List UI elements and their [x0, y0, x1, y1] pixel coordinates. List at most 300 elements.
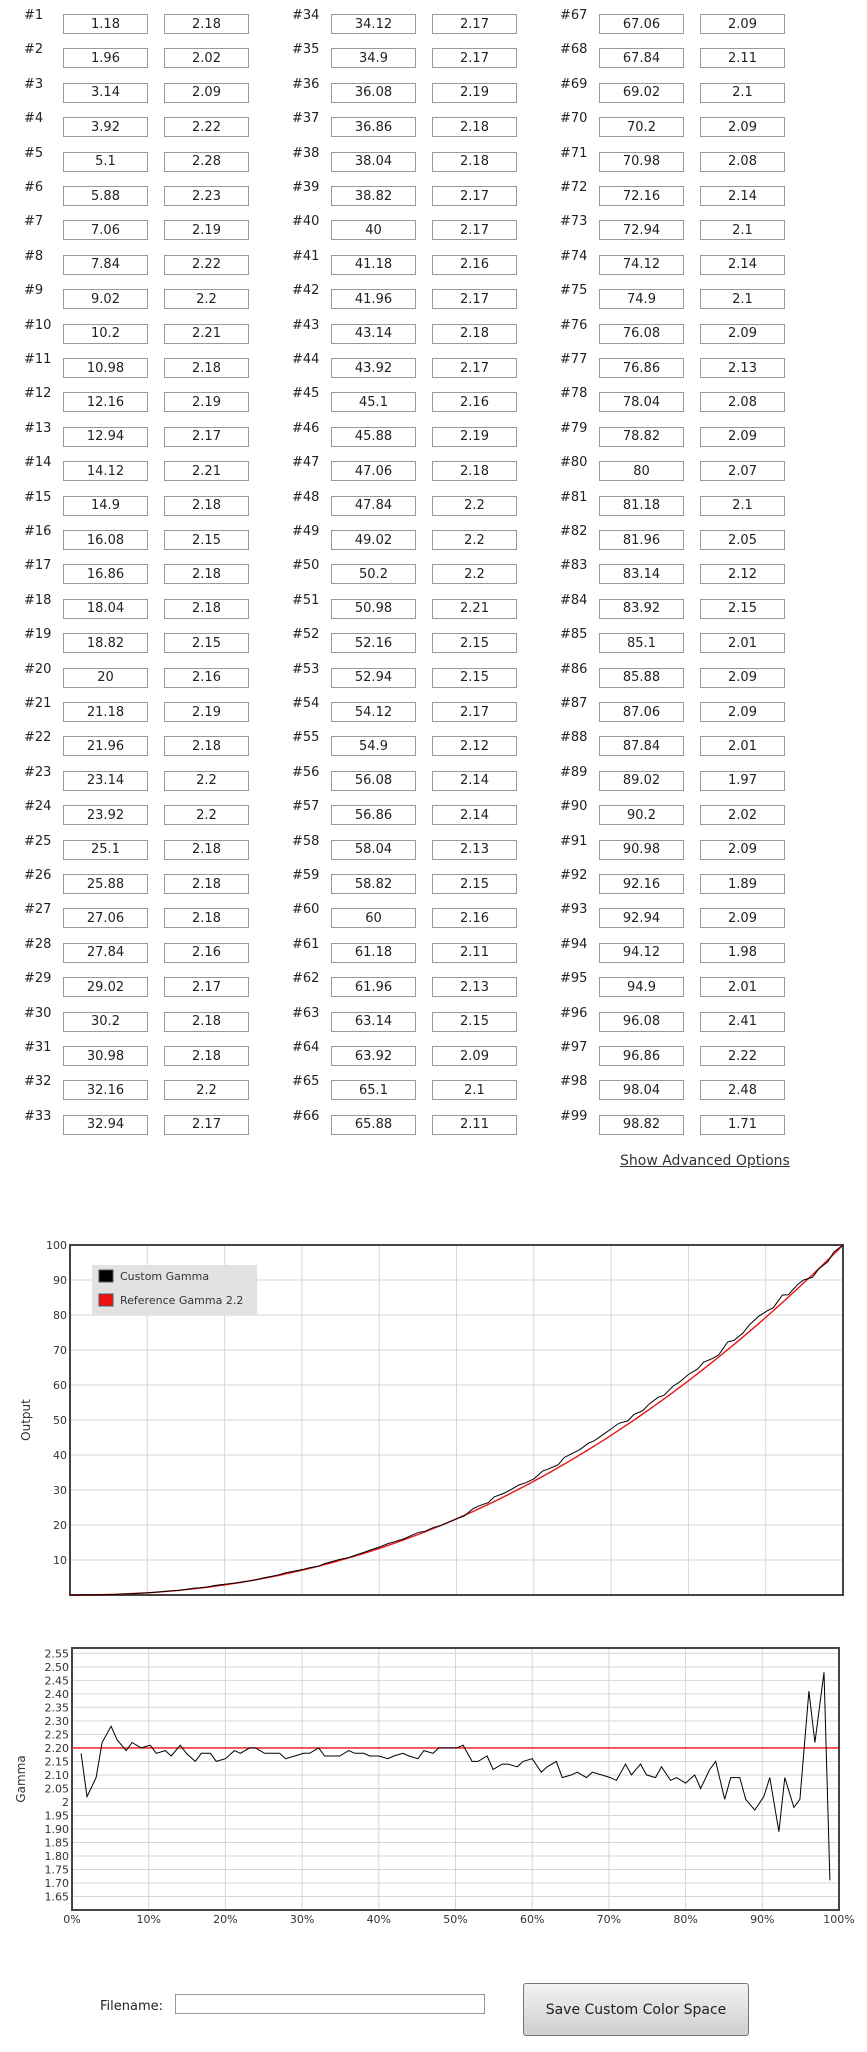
gamma-value-field[interactable]	[432, 840, 517, 860]
gamma-entry-row	[560, 558, 800, 588]
input-level-field[interactable]	[331, 564, 416, 584]
gamma-value-field[interactable]	[164, 289, 249, 309]
input-level-field[interactable]	[599, 14, 684, 34]
input-level-field[interactable]	[599, 289, 684, 309]
gamma-entry-row	[24, 180, 264, 210]
entry-number-label: #88	[560, 730, 588, 746]
gamma-entry-row	[24, 833, 264, 864]
gamma-value-field[interactable]	[432, 943, 517, 963]
input-level-field[interactable]	[599, 943, 684, 963]
entry-number-label: #10	[24, 317, 52, 333]
output-curve-chart	[0, 1210, 867, 1620]
input-level-field[interactable]	[63, 805, 148, 825]
gamma-value-field[interactable]	[432, 908, 517, 928]
y-tick-label: 2.15	[44, 1755, 69, 1769]
entry-number-label: #33	[24, 1108, 52, 1124]
gamma-entry-row	[24, 902, 264, 932]
gamma-value-field[interactable]	[432, 186, 517, 206]
input-level-field[interactable]	[331, 83, 416, 103]
input-level-field[interactable]	[63, 736, 148, 756]
gamma-value-field[interactable]	[164, 392, 249, 412]
input-level-field[interactable]	[63, 358, 148, 378]
entry-number-label: #21	[24, 696, 52, 711]
input-level-field[interactable]	[331, 668, 416, 688]
entry-number-label: #45	[292, 386, 320, 402]
input-level-field[interactable]	[331, 771, 416, 791]
input-level-field[interactable]	[63, 324, 148, 344]
gamma-entry-row	[24, 799, 264, 829]
entry-number-label: #3	[24, 76, 44, 92]
input-level-field[interactable]	[331, 805, 416, 825]
gamma-value-field[interactable]	[432, 14, 517, 34]
gamma-entry-row	[24, 971, 264, 1001]
input-level-field[interactable]	[63, 220, 148, 240]
entry-number-label: #28	[24, 936, 52, 952]
gamma-curve-chart	[0, 1620, 867, 1940]
entry-number-label: #62	[292, 971, 320, 987]
input-level-field[interactable]	[599, 530, 684, 550]
input-level-field[interactable]	[599, 152, 684, 172]
input-level-field[interactable]	[63, 1012, 148, 1032]
gamma-entry-row	[292, 730, 532, 760]
gamma-value-field[interactable]	[700, 48, 785, 68]
entry-number-label: #57	[292, 799, 320, 815]
y-tick-label: 70	[53, 1344, 67, 1357]
gamma-value-field[interactable]	[700, 943, 785, 963]
input-level-field[interactable]	[331, 427, 416, 447]
gamma-entry-row	[292, 833, 532, 864]
input-level-field[interactable]	[599, 908, 684, 928]
input-level-field[interactable]	[63, 255, 148, 275]
input-level-field[interactable]	[599, 599, 684, 619]
input-level-field[interactable]	[63, 840, 148, 860]
entry-number-label: #78	[560, 386, 588, 402]
entry-number-label: #49	[292, 524, 320, 539]
gamma-value-field[interactable]	[164, 496, 249, 516]
input-level-field[interactable]	[599, 668, 684, 688]
gamma-value-field[interactable]	[432, 255, 517, 275]
input-level-field[interactable]	[63, 427, 148, 447]
gamma-value-field[interactable]	[164, 633, 249, 653]
gamma-entry-row	[24, 248, 264, 279]
gamma-value-field[interactable]	[164, 805, 249, 825]
gamma-value-field[interactable]	[164, 1080, 249, 1100]
input-level-field[interactable]	[331, 1012, 416, 1032]
input-level-field[interactable]	[599, 392, 684, 412]
gamma-value-field[interactable]	[700, 805, 785, 825]
filename-input[interactable]	[175, 1994, 485, 2014]
input-level-field[interactable]	[63, 771, 148, 791]
input-level-field[interactable]	[63, 633, 148, 653]
input-level-field[interactable]	[599, 220, 684, 240]
input-level-field[interactable]	[63, 48, 148, 68]
input-level-field[interactable]	[599, 702, 684, 722]
gamma-value-field[interactable]	[700, 530, 785, 550]
gamma-entry-row	[24, 386, 264, 416]
input-level-field[interactable]	[599, 427, 684, 447]
entry-number-label: #74	[560, 248, 588, 264]
input-level-field[interactable]	[63, 908, 148, 928]
entry-number-label: #27	[24, 902, 52, 918]
gamma-value-field[interactable]	[700, 1012, 785, 1032]
gamma-value-field[interactable]	[432, 633, 517, 653]
input-level-field[interactable]	[63, 14, 148, 34]
input-level-field[interactable]	[63, 1115, 148, 1135]
input-level-field[interactable]	[331, 1080, 416, 1100]
gamma-value-field[interactable]	[164, 977, 249, 997]
input-level-field[interactable]	[331, 48, 416, 68]
gamma-entry-row	[292, 1074, 532, 1104]
x-tick-label: 30%	[289, 1913, 315, 1926]
input-level-field[interactable]	[331, 977, 416, 997]
gamma-value-field[interactable]	[700, 702, 785, 722]
entry-number-label: #56	[292, 764, 320, 780]
gamma-entry-row	[560, 145, 800, 176]
x-tick-label: 90%	[750, 1913, 775, 1926]
input-level-field[interactable]	[331, 633, 416, 653]
input-level-field[interactable]	[331, 702, 416, 722]
input-level-field[interactable]	[63, 702, 148, 722]
gamma-value-field[interactable]	[432, 530, 517, 550]
gamma-entry-row	[292, 558, 532, 588]
gamma-value-field[interactable]	[700, 771, 785, 791]
input-level-field[interactable]	[599, 496, 684, 516]
gamma-value-field[interactable]	[700, 633, 785, 653]
x-tick-label: 40%	[366, 1913, 392, 1926]
input-level-field[interactable]	[331, 358, 416, 378]
input-level-field[interactable]	[63, 943, 148, 963]
gamma-value-field[interactable]	[700, 874, 785, 894]
gamma-value-field[interactable]	[700, 977, 785, 997]
gamma-entry-row	[292, 317, 532, 348]
save-custom-color-space-button[interactable]: Save Custom Color Space	[523, 1983, 749, 2036]
gamma-value-field[interactable]	[164, 220, 249, 240]
gamma-value-field[interactable]	[164, 771, 249, 791]
input-level-field[interactable]	[599, 564, 684, 584]
gamma-value-field[interactable]	[164, 736, 249, 756]
entry-number-label: #67	[560, 8, 588, 23]
show-advanced-options-link[interactable]: Show Advanced Options	[620, 1153, 790, 1169]
entry-number-label: #77	[560, 352, 588, 367]
input-level-field[interactable]	[63, 83, 148, 103]
input-level-field[interactable]	[63, 186, 148, 206]
gamma-value-field[interactable]	[432, 83, 517, 103]
gamma-value-field[interactable]	[164, 461, 249, 481]
gamma-value-field[interactable]	[432, 220, 517, 240]
input-level-field[interactable]	[599, 186, 684, 206]
input-level-field[interactable]	[331, 461, 416, 481]
input-level-field[interactable]	[599, 324, 684, 344]
gamma-value-field[interactable]	[432, 289, 517, 309]
entry-number-label: #61	[292, 936, 320, 952]
gamma-value-field[interactable]	[164, 668, 249, 688]
gamma-entry-row	[560, 214, 800, 244]
entry-number-label: #22	[24, 730, 52, 746]
entry-number-label: #19	[24, 627, 52, 643]
input-level-field[interactable]	[599, 255, 684, 275]
input-level-field[interactable]	[599, 83, 684, 103]
gamma-entry-row	[292, 1005, 532, 1036]
input-level-field[interactable]	[331, 1115, 416, 1135]
input-level-field[interactable]	[63, 599, 148, 619]
entry-number-label: #47	[292, 455, 320, 471]
gamma-entry-row	[292, 936, 532, 967]
input-level-field[interactable]	[599, 117, 684, 137]
entry-number-label: #39	[292, 180, 320, 195]
input-level-field[interactable]	[599, 1012, 684, 1032]
input-level-field[interactable]	[63, 461, 148, 481]
gamma-value-field[interactable]	[700, 255, 785, 275]
gamma-value-field[interactable]	[700, 83, 785, 103]
input-level-field[interactable]	[63, 874, 148, 894]
input-level-field[interactable]	[63, 289, 148, 309]
entry-number-label: #12	[24, 386, 52, 402]
input-level-field[interactable]	[63, 496, 148, 516]
gamma-value-field[interactable]	[700, 358, 785, 378]
entry-number-label: #40	[292, 214, 320, 230]
gamma-value-field[interactable]	[432, 874, 517, 894]
gamma-value-field[interactable]	[432, 324, 517, 344]
gamma-value-field[interactable]	[164, 908, 249, 928]
gamma-entry-row	[560, 936, 800, 967]
y-tick-label: 80	[53, 1309, 67, 1322]
gamma-value-field[interactable]	[164, 840, 249, 860]
gamma-value-field[interactable]	[164, 1115, 249, 1135]
gamma-value-field[interactable]	[432, 702, 517, 722]
y-tick-label: 2.30	[44, 1714, 69, 1728]
gamma-value-field[interactable]	[164, 324, 249, 344]
entry-number-label: #86	[560, 661, 588, 677]
gamma-value-field[interactable]	[700, 908, 785, 928]
gamma-value-field[interactable]	[700, 736, 785, 756]
input-level-field[interactable]	[331, 840, 416, 860]
gamma-value-field[interactable]	[164, 1012, 249, 1032]
entry-number-label: #87	[560, 696, 588, 711]
gamma-value-field[interactable]	[164, 702, 249, 722]
y-tick-label: 1.75	[44, 1863, 69, 1877]
gamma-value-field[interactable]	[164, 358, 249, 378]
gamma-value-field[interactable]	[700, 220, 785, 240]
gamma-entry-row	[292, 283, 532, 313]
entry-number-label: #97	[560, 1040, 588, 1055]
gamma-entry-row	[292, 455, 532, 485]
input-level-field[interactable]	[331, 255, 416, 275]
gamma-value-field[interactable]	[432, 1012, 517, 1032]
gamma-value-field[interactable]	[432, 427, 517, 447]
gamma-entry-row	[560, 489, 800, 520]
input-level-field[interactable]	[331, 874, 416, 894]
gamma-value-field[interactable]	[164, 48, 249, 68]
input-level-field[interactable]	[331, 1046, 416, 1066]
entry-number-label: #92	[560, 868, 588, 883]
input-level-field[interactable]	[599, 736, 684, 756]
gamma-value-field[interactable]	[432, 152, 517, 172]
entry-number-label: #11	[24, 352, 52, 367]
entry-number-label: #41	[292, 248, 320, 264]
gamma-value-field[interactable]	[700, 427, 785, 447]
gamma-entry-row	[292, 799, 532, 829]
gamma-value-field[interactable]	[700, 289, 785, 309]
gamma-value-field[interactable]	[700, 1046, 785, 1066]
input-level-field[interactable]	[331, 152, 416, 172]
gamma-value-field[interactable]	[432, 496, 517, 516]
gamma-value-field[interactable]	[432, 599, 517, 619]
gamma-value-field[interactable]	[700, 461, 785, 481]
entry-number-label: #48	[292, 489, 320, 505]
gamma-value-field[interactable]	[432, 1046, 517, 1066]
gamma-value-field[interactable]	[164, 83, 249, 103]
gamma-value-field[interactable]	[432, 1080, 517, 1100]
entry-number-label: #15	[24, 489, 52, 505]
input-level-field[interactable]	[331, 599, 416, 619]
gamma-entry-row	[24, 524, 264, 554]
gamma-entry-row	[24, 214, 264, 244]
y-tick-label: 40	[53, 1449, 67, 1462]
entry-number-label: #36	[292, 76, 320, 92]
gamma-value-field[interactable]	[700, 14, 785, 34]
gamma-value-field[interactable]	[432, 805, 517, 825]
entry-number-label: #38	[292, 145, 320, 161]
entry-number-label: #65	[292, 1074, 320, 1090]
x-tick-label: 70%	[596, 1913, 622, 1926]
entry-number-label: #5	[24, 145, 44, 161]
gamma-entry-row	[24, 1005, 264, 1036]
input-level-field[interactable]	[331, 324, 416, 344]
gamma-value-field[interactable]	[432, 117, 517, 137]
input-level-field[interactable]	[599, 461, 684, 481]
gamma-value-field[interactable]	[700, 392, 785, 412]
input-level-field[interactable]	[63, 530, 148, 550]
input-level-field[interactable]	[63, 564, 148, 584]
gamma-value-field[interactable]	[432, 358, 517, 378]
gamma-entry-row	[560, 1005, 800, 1036]
gamma-value-field[interactable]	[432, 1115, 517, 1135]
input-level-field[interactable]	[599, 1046, 684, 1066]
y-tick-label: 1.70	[44, 1876, 69, 1890]
gamma-value-field[interactable]	[432, 461, 517, 481]
input-level-field[interactable]	[331, 496, 416, 516]
input-level-field[interactable]	[63, 152, 148, 172]
gamma-value-field[interactable]	[164, 186, 249, 206]
entry-number-label: #20	[24, 661, 52, 677]
gamma-value-field[interactable]	[432, 48, 517, 68]
input-level-field[interactable]	[599, 48, 684, 68]
gamma-entry-row	[292, 627, 532, 657]
gamma-value-field[interactable]	[432, 977, 517, 997]
y-tick-label: 100	[46, 1239, 67, 1252]
gamma-entry-row	[24, 764, 264, 795]
gamma-value-field[interactable]	[700, 117, 785, 137]
gamma-value-field[interactable]	[164, 530, 249, 550]
gamma-value-field[interactable]	[432, 564, 517, 584]
entry-number-label: #66	[292, 1108, 320, 1124]
gamma-value-field[interactable]	[700, 496, 785, 516]
input-level-field[interactable]	[63, 668, 148, 688]
entry-number-label: #43	[292, 317, 320, 333]
gamma-value-field[interactable]	[700, 599, 785, 619]
gamma-value-field[interactable]	[700, 564, 785, 584]
y-tick-label: 60	[53, 1379, 67, 1392]
entry-number-label: #58	[292, 833, 320, 849]
entry-number-label: #72	[560, 180, 588, 195]
gamma-value-field[interactable]	[164, 14, 249, 34]
gamma-value-field[interactable]	[164, 255, 249, 275]
gamma-value-field[interactable]	[700, 1115, 785, 1135]
gamma-value-field[interactable]	[164, 564, 249, 584]
entry-number-label: #37	[292, 111, 320, 127]
y-tick-label: 2.50	[44, 1660, 69, 1674]
entry-number-label: #18	[24, 592, 52, 608]
input-level-field[interactable]	[599, 358, 684, 378]
gamma-value-field[interactable]	[700, 668, 785, 688]
input-level-field[interactable]	[331, 186, 416, 206]
input-level-field[interactable]	[599, 805, 684, 825]
input-level-field[interactable]	[331, 117, 416, 137]
gamma-value-field[interactable]	[432, 736, 517, 756]
input-level-field[interactable]	[63, 1080, 148, 1100]
input-level-field[interactable]	[599, 1115, 684, 1135]
input-level-field[interactable]	[331, 220, 416, 240]
input-level-field[interactable]	[331, 943, 416, 963]
gamma-value-field[interactable]	[700, 1080, 785, 1100]
y-tick-label: 1.95	[44, 1809, 69, 1823]
gamma-entry-row	[292, 868, 532, 898]
gamma-value-field[interactable]	[432, 668, 517, 688]
y-tick-label: 2.05	[44, 1782, 69, 1796]
input-level-field[interactable]	[331, 530, 416, 550]
gamma-value-field[interactable]	[164, 152, 249, 172]
input-level-field[interactable]	[63, 392, 148, 412]
input-level-field[interactable]	[599, 840, 684, 860]
gamma-value-field[interactable]	[700, 186, 785, 206]
gamma-value-field[interactable]	[164, 874, 249, 894]
gamma-value-field[interactable]	[164, 117, 249, 137]
legend-label: Custom Gamma	[120, 1270, 210, 1283]
gamma-value-field[interactable]	[164, 943, 249, 963]
input-level-field[interactable]	[331, 908, 416, 928]
entry-number-label: #13	[24, 420, 52, 436]
gamma-value-field[interactable]	[432, 392, 517, 412]
gamma-value-field[interactable]	[164, 599, 249, 619]
input-level-field[interactable]	[599, 1080, 684, 1100]
gamma-value-field[interactable]	[700, 840, 785, 860]
gamma-entry-row	[24, 1040, 264, 1070]
input-level-field[interactable]	[63, 977, 148, 997]
entry-number-label: #94	[560, 936, 588, 952]
entry-number-label: #91	[560, 833, 588, 849]
input-level-field[interactable]	[599, 874, 684, 894]
gamma-value-field[interactable]	[432, 771, 517, 791]
input-level-field[interactable]	[599, 977, 684, 997]
input-level-field[interactable]	[63, 1046, 148, 1066]
gamma-entry-row	[560, 730, 800, 760]
input-level-field[interactable]	[599, 771, 684, 791]
gamma-value-field[interactable]	[164, 427, 249, 447]
input-level-field[interactable]	[599, 633, 684, 653]
entry-number-label: #84	[560, 592, 588, 608]
input-level-field[interactable]	[331, 392, 416, 412]
input-level-field[interactable]	[63, 117, 148, 137]
entry-number-label: #7	[24, 214, 44, 230]
gamma-value-field[interactable]	[700, 152, 785, 172]
input-level-field[interactable]	[331, 14, 416, 34]
gamma-value-field[interactable]	[700, 324, 785, 344]
input-level-field[interactable]	[331, 289, 416, 309]
input-level-field[interactable]	[331, 736, 416, 756]
gamma-value-field[interactable]	[164, 1046, 249, 1066]
gamma-entry-row	[560, 524, 800, 554]
gamma-entry-row	[24, 283, 264, 313]
